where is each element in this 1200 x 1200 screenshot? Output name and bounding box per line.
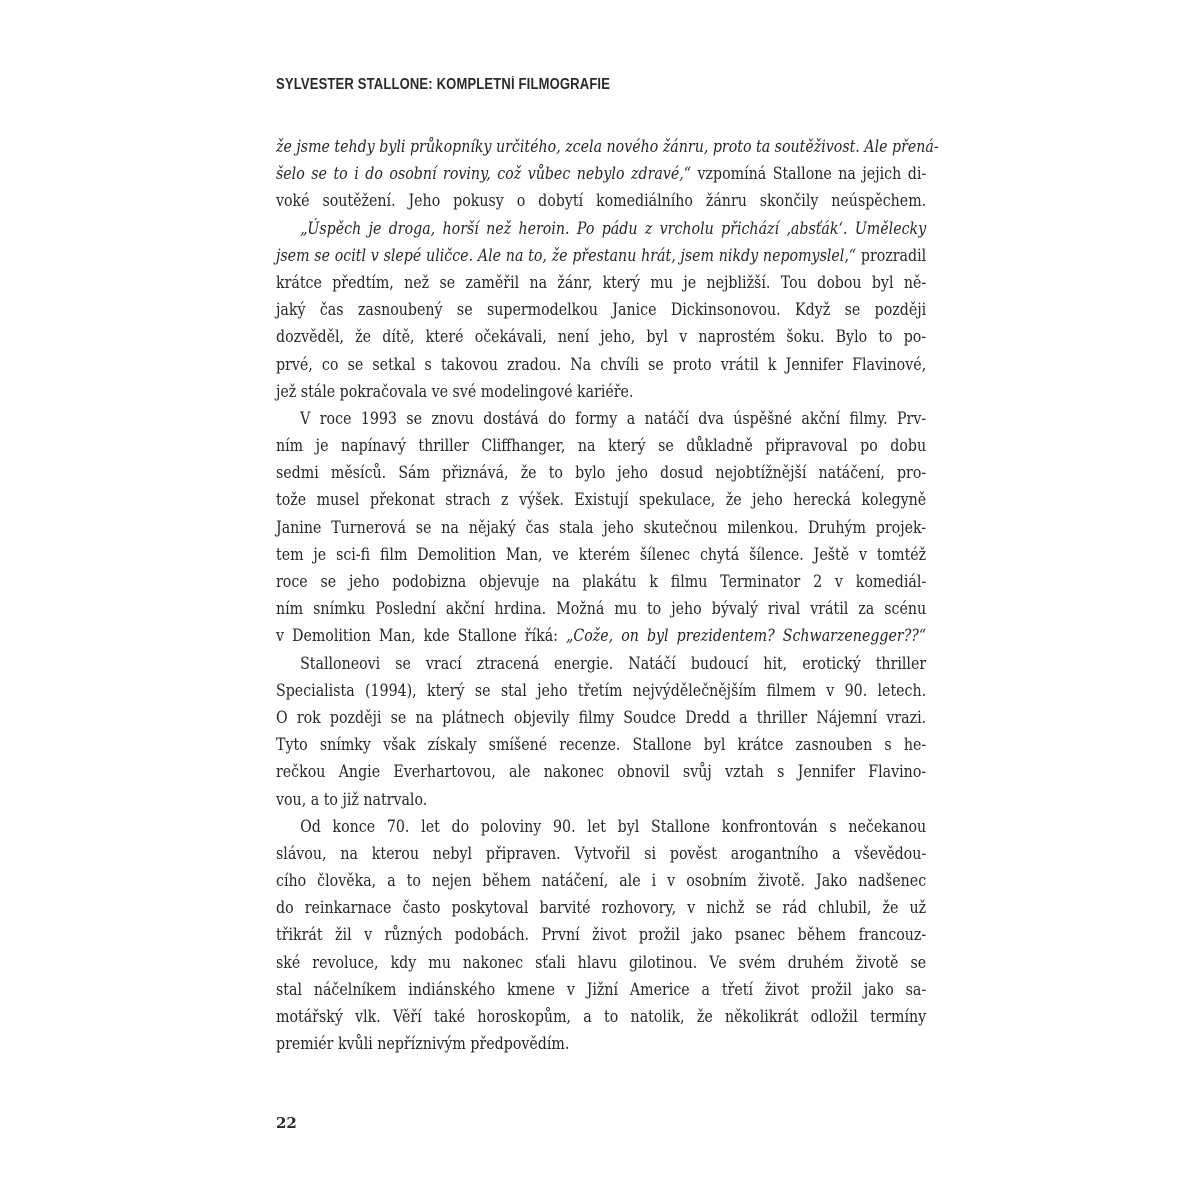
text-line	[276, 731, 926, 758]
text-segment: V roce 1993 se znovu dostává do formy a natáčí dva úspěšné akční filmy. Prv-	[300, 408, 927, 428]
text-line	[276, 405, 926, 432]
text-segment: krátce předtím, než se zaměřil na žánr, který mu je nejbližší. Tou dobou byl ně-	[276, 272, 927, 292]
text-segment: prozradil	[856, 245, 927, 265]
text-segment: voké soutěžení. Jeho pokusy o dobytí komediálního žánru skončily neúspěchem.	[276, 191, 927, 211]
italic-quote-segment: „Úspěch je droga, horší než heroin. Po pádu z vrcholu přichází ‚absťák‘. Umělecky	[300, 218, 927, 238]
text-segment: slávou, na kterou nebyl připraven. Vytvořil si pověst arogantního a vševědou-	[276, 843, 927, 863]
text-line	[276, 296, 926, 323]
text-line	[276, 568, 926, 595]
text-line	[276, 894, 926, 921]
text-line	[276, 514, 926, 541]
text-line	[276, 786, 926, 813]
page-number: 22	[276, 1114, 297, 1132]
text-line	[276, 187, 926, 214]
text-segment: ním snímku Poslední akční hrdina. Možná mu to jeho bývalý rival vrátil za scénu	[276, 599, 927, 619]
text-segment: roce se jeho podobizna objevuje na plakátu k filmu Terminator 2 v komediál-	[276, 572, 927, 591]
text-line	[276, 813, 926, 840]
text-line	[276, 704, 926, 731]
text-segment: Janine Turnerová se na nějaký čas stala jeho skutečnou milenkou. Druhým projek-	[276, 517, 927, 537]
text-line	[276, 595, 926, 622]
text-line	[276, 351, 926, 378]
text-segment: prvé, co se setkal s takovou zradou. Na chvíli se proto vrátil k Jennifer Flavinové,	[276, 354, 927, 374]
text-segment: sedmi měsíců. Sám přiznává, že to bylo jeho dosud nejobtížnější natáčení, pro-	[276, 463, 927, 483]
text-line	[276, 1030, 926, 1057]
text-segment: ním je napínavý thriller Cliffhanger, na který se důkladně připravoval po dobu	[276, 436, 927, 456]
text-line	[276, 459, 926, 486]
italic-quote-segment: šelo se to i do osobní roviny, což vůbec nebylo zdravé,“	[276, 164, 692, 184]
text-segment: Stalloneovi se vrací ztracená energie. Natáčí budoucí hit, erotický thriller	[300, 653, 927, 673]
text-segment: v Demolition Man, kde Stallone říká:	[276, 626, 567, 646]
text-line	[276, 133, 939, 160]
body-text	[276, 133, 939, 1057]
text-segment: Specialista (1994), který se stal jeho třetím nejvýdělečnějším filmem v 90. letech.	[276, 680, 927, 700]
text-segment: rečkou Angie Everhartovou, ale nakonec obnovil svůj vztah s Jennifer Flavino-	[276, 762, 927, 782]
text-line	[276, 840, 926, 867]
text-line	[276, 949, 926, 976]
text-segment: do reinkarnace často poskytoval barvité rozhovory, v nichž se rád chlubil, že už	[276, 898, 927, 918]
text-segment: Tyto snímky však získaly smíšené recenze. Stallone byl krátce zasnouben s he-	[276, 735, 927, 755]
text-line	[276, 921, 926, 948]
text-line	[276, 1003, 926, 1030]
text-line	[276, 269, 926, 296]
text-line	[276, 541, 926, 568]
text-segment: třikrát žil v různých podobách. První život prožil jako psanec během francouz-	[276, 925, 927, 945]
text-segment: stal náčelníkem indiánského kmene v Jižní Americe a třetí život prožil jako sa-	[276, 979, 927, 999]
text-line	[276, 622, 926, 649]
text-line	[276, 976, 926, 1003]
text-segment: motářský vlk. Věří také horoskopům, a to natolik, že několikrát odložil termíny	[276, 1007, 927, 1026]
text-line	[276, 323, 926, 350]
text-line	[276, 215, 926, 242]
text-line	[276, 677, 926, 704]
text-segment: ské revoluce, kdy mu nakonec sťali hlavu gilotinou. Ve svém druhém životě se	[276, 952, 927, 972]
text-segment: jež stále pokračovala ve své modelingové kariéře.	[276, 381, 634, 401]
text-segment: tem je sci-fi film Demolition Man, ve kterém šílenec chytá šílence. Ještě v tomtéž	[276, 544, 927, 564]
text-line	[276, 650, 926, 677]
italic-quote-segment: že jsme tehdy byli průkopníky určitého, zcela nového žánru, proto ta soutěživost. Ale přená-	[276, 137, 939, 156]
text-segment: tože musel překonat strach z výšek. Existují spekulace, že jeho herecká kolegyně	[276, 490, 927, 510]
text-line	[276, 160, 926, 187]
text-line	[276, 242, 926, 269]
text-line	[276, 758, 926, 785]
text-line	[276, 432, 926, 459]
italic-quote-segment: „Cože, on byl prezidentem? Schwarzenegger??“	[566, 626, 927, 646]
text-line	[276, 867, 926, 894]
text-segment: vzpomíná Stallone na jejich di-	[691, 164, 927, 184]
text-segment: Od konce 70. let do poloviny 90. let byl Stallone konfrontován s nečekanou	[300, 816, 927, 836]
text-segment: premiér kvůli nepříznivým předpovědím.	[276, 1034, 570, 1054]
text-line	[276, 486, 926, 513]
italic-quote-segment: jsem se ocitl v slepé uličce. Ale na to, že přestanu hrát, jsem nikdy nepomyslel,“	[276, 245, 857, 265]
text-segment: cího člověka, a to nejen během natáčení, ale i v osobním životě. Jako nadšenec	[276, 871, 927, 891]
text-segment: vou, a to již natrvalo.	[276, 789, 428, 809]
text-line	[276, 378, 926, 405]
text-segment: jaký čas zasnoubený se supermodelkou Janice Dickinsonovou. Když se později	[276, 300, 927, 320]
text-segment: O rok později se na plátnech objevily filmy Soudce Dredd a thriller Nájemní vrazi.	[276, 707, 927, 727]
running-head: SYLVESTER STALLONE: KOMPLETNÍ FILMOGRAFIE	[276, 76, 611, 93]
text-segment: dozvěděl, že dítě, které očekávali, není jeho, byl v naprostém šoku. Bylo to po-	[276, 327, 927, 347]
